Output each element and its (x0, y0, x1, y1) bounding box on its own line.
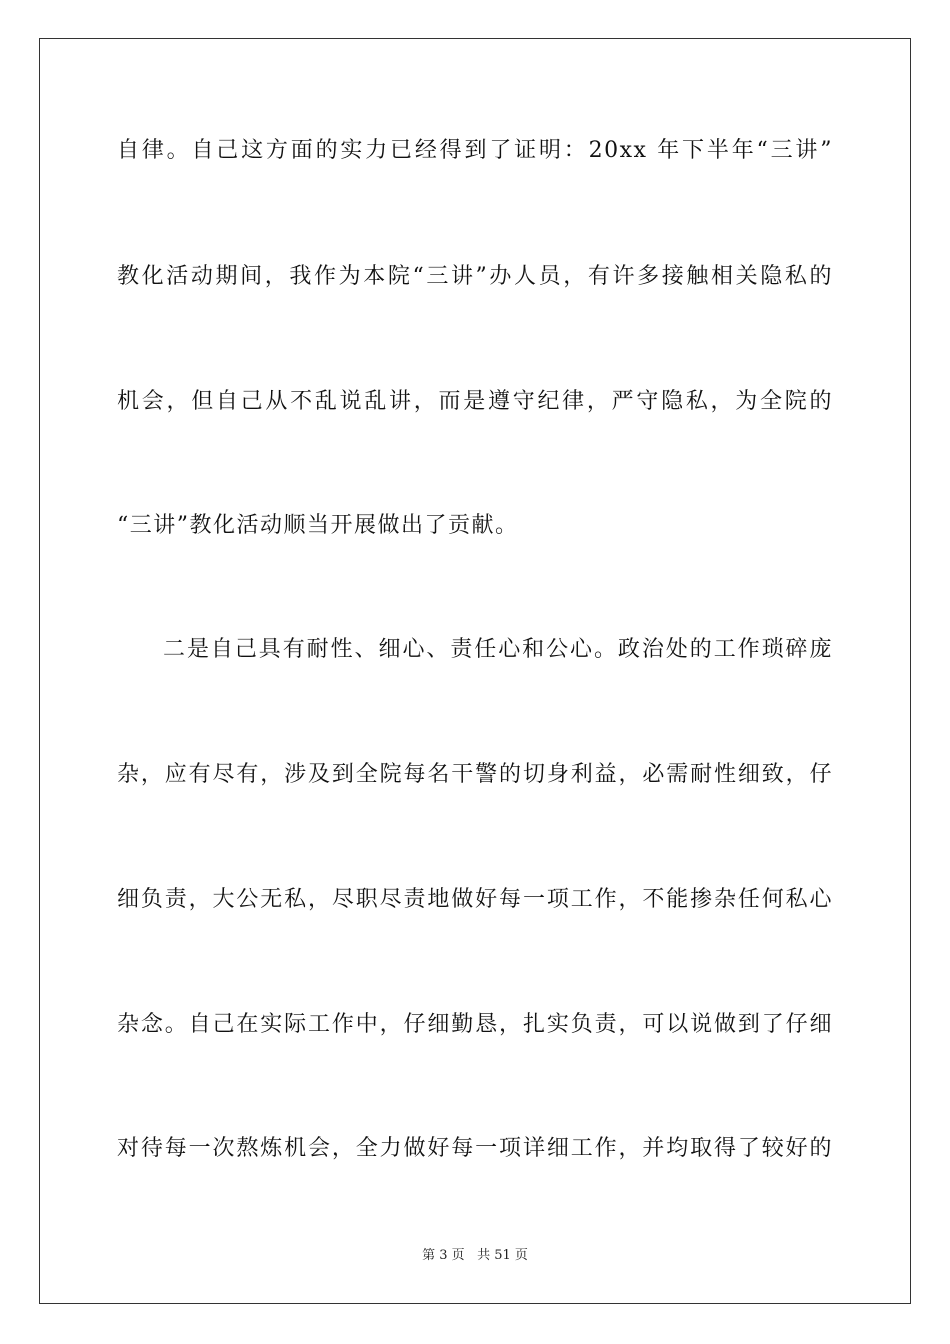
total-pages: 共 51 页 (477, 1248, 528, 1263)
body-text-line: 细负责，大公无私，尽职尽责地做好每一项工作，不能掺杂任何私心 (117, 887, 833, 912)
page-footer (0, 1247, 950, 1265)
body-text-line: 机会，但自己从不乱说乱讲，而是遵守纪律，严守隐私，为全院的 (117, 389, 833, 414)
page-border (39, 38, 911, 1304)
body-text-line: 教化活动期间，我作为本院“三讲”办人员，有许多接触相关隐私的 (117, 264, 833, 289)
body-text-line: “三讲”教化活动顺当开展做出了贡献。 (117, 513, 519, 538)
body-text-line: 杂，应有尽有，涉及到全院每名干警的切身利益，必需耐性细致，仔 (117, 762, 833, 787)
paragraph-first-line: 二是自己具有耐性、细心、责任心和公心。政治处的工作琐碎庞 (163, 637, 833, 662)
body-text-line: 自律。自己这方面的实力已经得到了证明：20xx 年下半年“三讲” (117, 138, 833, 163)
body-text-line: 杂念。自己在实际工作中，仔细勤恳，扎实负责，可以说做到了仔细 (117, 1012, 833, 1037)
body-text-line: 对待每一次熬炼机会，全力做好每一项详细工作，并均取得了较好的 (117, 1136, 833, 1161)
page-number: 第 3 页 (422, 1248, 465, 1263)
